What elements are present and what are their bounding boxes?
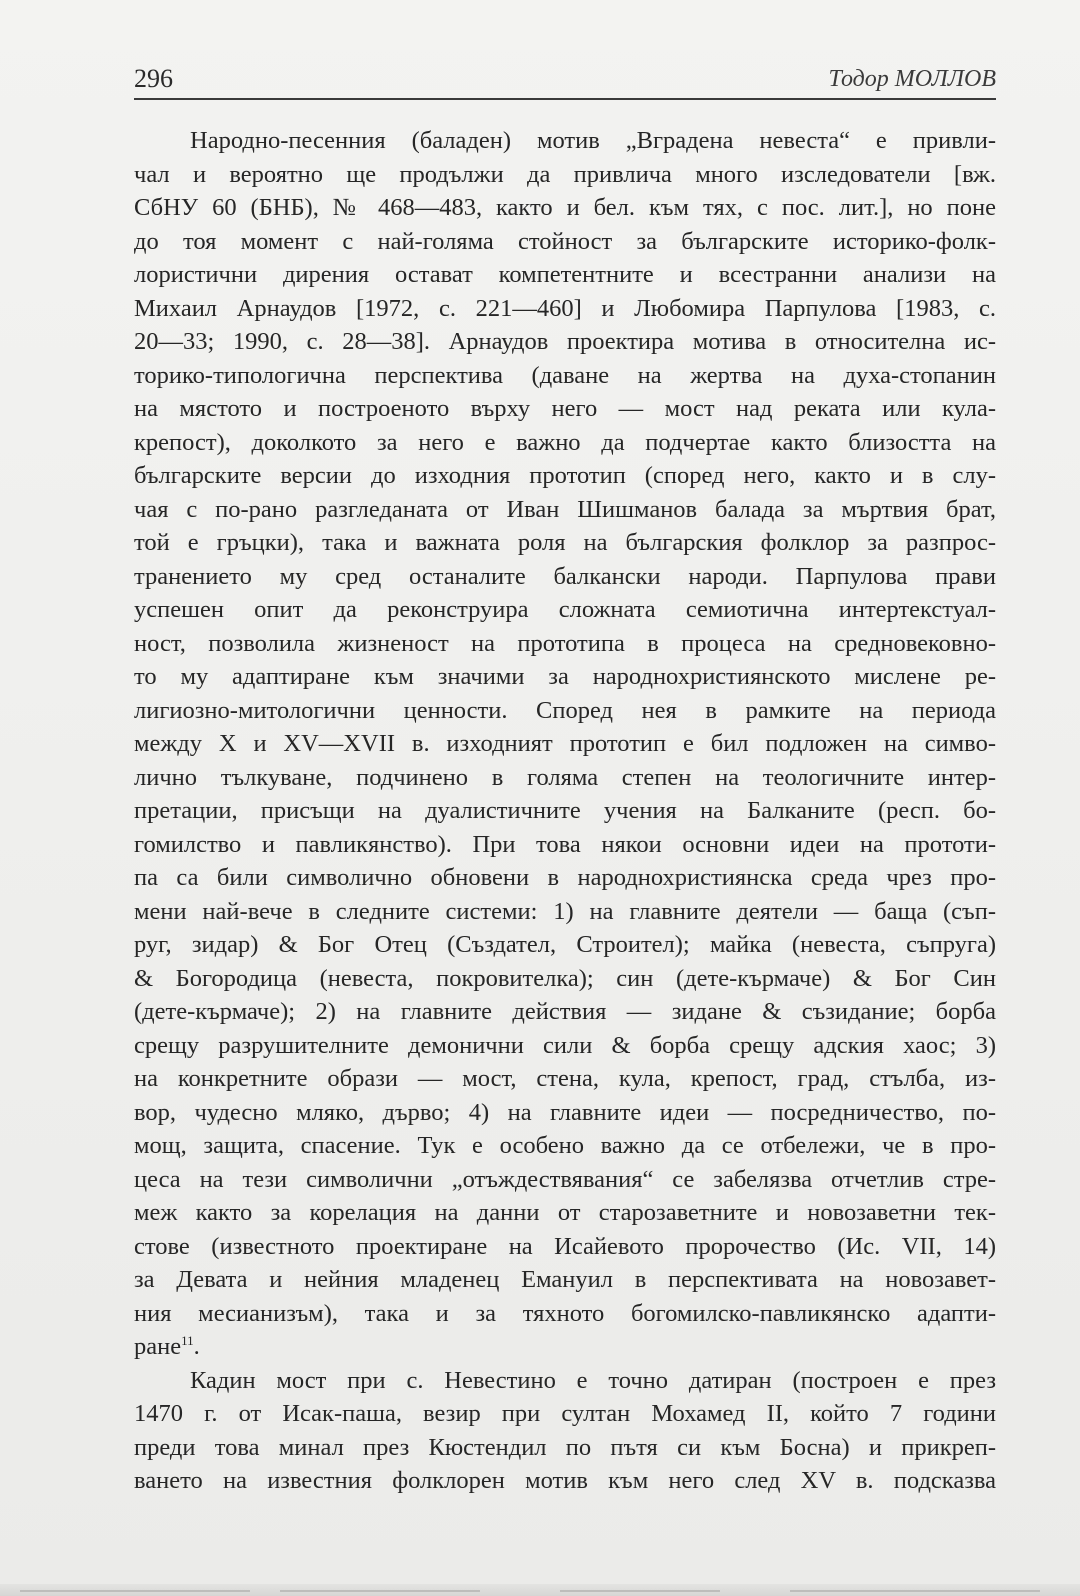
text-line: Народно-песенния (баладен) мотив „Вградена невеста“ е привли- [190,127,996,154]
edge-mark [280,1590,480,1592]
text-line: па са били символично обновени в народнохристиянска среда чрез про- [134,864,996,891]
paragraph-2 [134,1364,996,1498]
text-line: Кадин мост при с. Невестино е точно датиран (построен е през [190,1366,996,1394]
text-line: СбНУ 60 (БНБ), № 468—483, както и бел. към тях, с пос. лит.], но поне [134,194,996,221]
text-line: Михаил Арнаудов [1972, с. 221—460] и Любомира Парпулова [1983, с. [134,294,996,322]
text-line: лигиозно-митологични ценности. Според нея в рамките на периода [134,696,996,724]
footnote-reference[interactable]: 11 [181,1332,194,1348]
text-line: 1470 г. от Исак-паша, везир при султан Мохамед II, който 7 години [134,1400,996,1427]
text-line: вор, чудесно мляко, дърво; 4) на главните идеи — посредничество, по- [134,1098,996,1126]
text-line: на мястото и построеното върху него — мост над реката или кула- [134,395,996,422]
text-line: до тоя момент с най-голяма стойност за българските историко-фолк- [134,227,996,255]
text-line: крепост), доколкото за него е важно да подчертае както близостта на [134,428,996,456]
page-number: 296 [134,64,173,93]
text-line: ност, позволила жизненост на прототипа в процеса на средновековно- [134,629,996,657]
text-line: гомилство и павликянство). При това някои основни идеи на прототи- [134,830,996,858]
text-line: успешен опит да реконструира сложната семиотична интертекстуал- [134,596,996,623]
text-line: цеса на тези символични „отъждествявания“ се забелязва отчетлив стре- [134,1165,996,1193]
text-line: срещу разрушителните демонични сили & борба срещу адския хаос; 3) [134,1031,996,1059]
text-line: ването на известния фолклорен мотив към него след XV в. подсказва [134,1467,996,1494]
text-line: българските версии до изходния прототип (според него, както и в слу- [134,462,996,489]
text-line: между X и XV—XVII в. изходният прототип е бил подложен на симво- [134,730,996,757]
text-line: 20—33; 1990, с. 28—38]. Арнаудов проектира мотива в относителна ис- [134,328,996,355]
edge-mark [560,1590,720,1592]
page-header [134,64,996,100]
text-line: мощ, защита, спасение. Тук е особено важно да се отбележи, че в про- [134,1132,996,1159]
last-word: ране [134,1333,182,1360]
text-line-last [134,1330,996,1364]
running-head-author: Тодор МОЛЛОВ [828,66,996,92]
text-line: ния месианизъм), така и за тяхното богомилско-павликянско адапти- [134,1299,996,1327]
text-line: на конкретните образи — мост, стена, кула, крепост, град, стълба, из- [134,1065,996,1092]
text-line: чая с по-рано разгледаната от Иван Шишманов балада за мъртвия брат, [134,495,996,523]
edge-mark [20,1590,250,1592]
paragraph-1 [134,124,996,1364]
text-line: (дете-кърмаче); 2) на главните действия — зидане & съзидание; борба [134,998,996,1025]
text-line: преди това минал през Кюстендил по пътя си към Босна) и прикреп- [134,1433,996,1461]
text-line: лористични дирения остават компетентните и всестранни анализи на [134,261,996,288]
text-line: стове (известното проектиране на Исайевото пророчество (Ис. VII, 14) [134,1232,996,1260]
text-line: руг, зидар) & Бог Отец (Създател, Строител); майка (невеста, съпруга) [134,931,996,958]
text-line: мени най-вече в следните системи: 1) на главните деятели — баща (съп- [134,897,996,925]
text-line: меж както за корелация на данни от старозаветните и новозаветни тек- [134,1199,996,1226]
text-line: претации, присъщи на дуалистичните учения на Балканите (респ. бо- [134,797,996,824]
text-line: той е гръцки), така и важната роля на българския фолклор за разпрос- [134,529,996,556]
edge-mark [790,1590,1040,1592]
text-line: транението му сред останалите балкански народи. Парпулова прави [134,562,996,590]
text-line: чал и вероятно ще продължи да привлича много изследователи [вж. [134,160,996,188]
body-text [134,124,996,1498]
text-line: & Богородица (невеста, покровителка); син (дете-кърмаче) & Бог Син [134,964,996,992]
text-line: за Девата и нейния младенец Емануил в перспективата на новозавет- [134,1266,996,1293]
sentence-end: . [193,1333,200,1360]
text-line: лично тълкуване, подчинено в голяма степен на теологичните интер- [134,763,996,791]
text-line: торико-типологична перспектива (даване на жертва на духа-стопанин [134,361,996,389]
text-line: то му адаптиране към значими за народнохристиянското мислене ре- [134,663,996,690]
